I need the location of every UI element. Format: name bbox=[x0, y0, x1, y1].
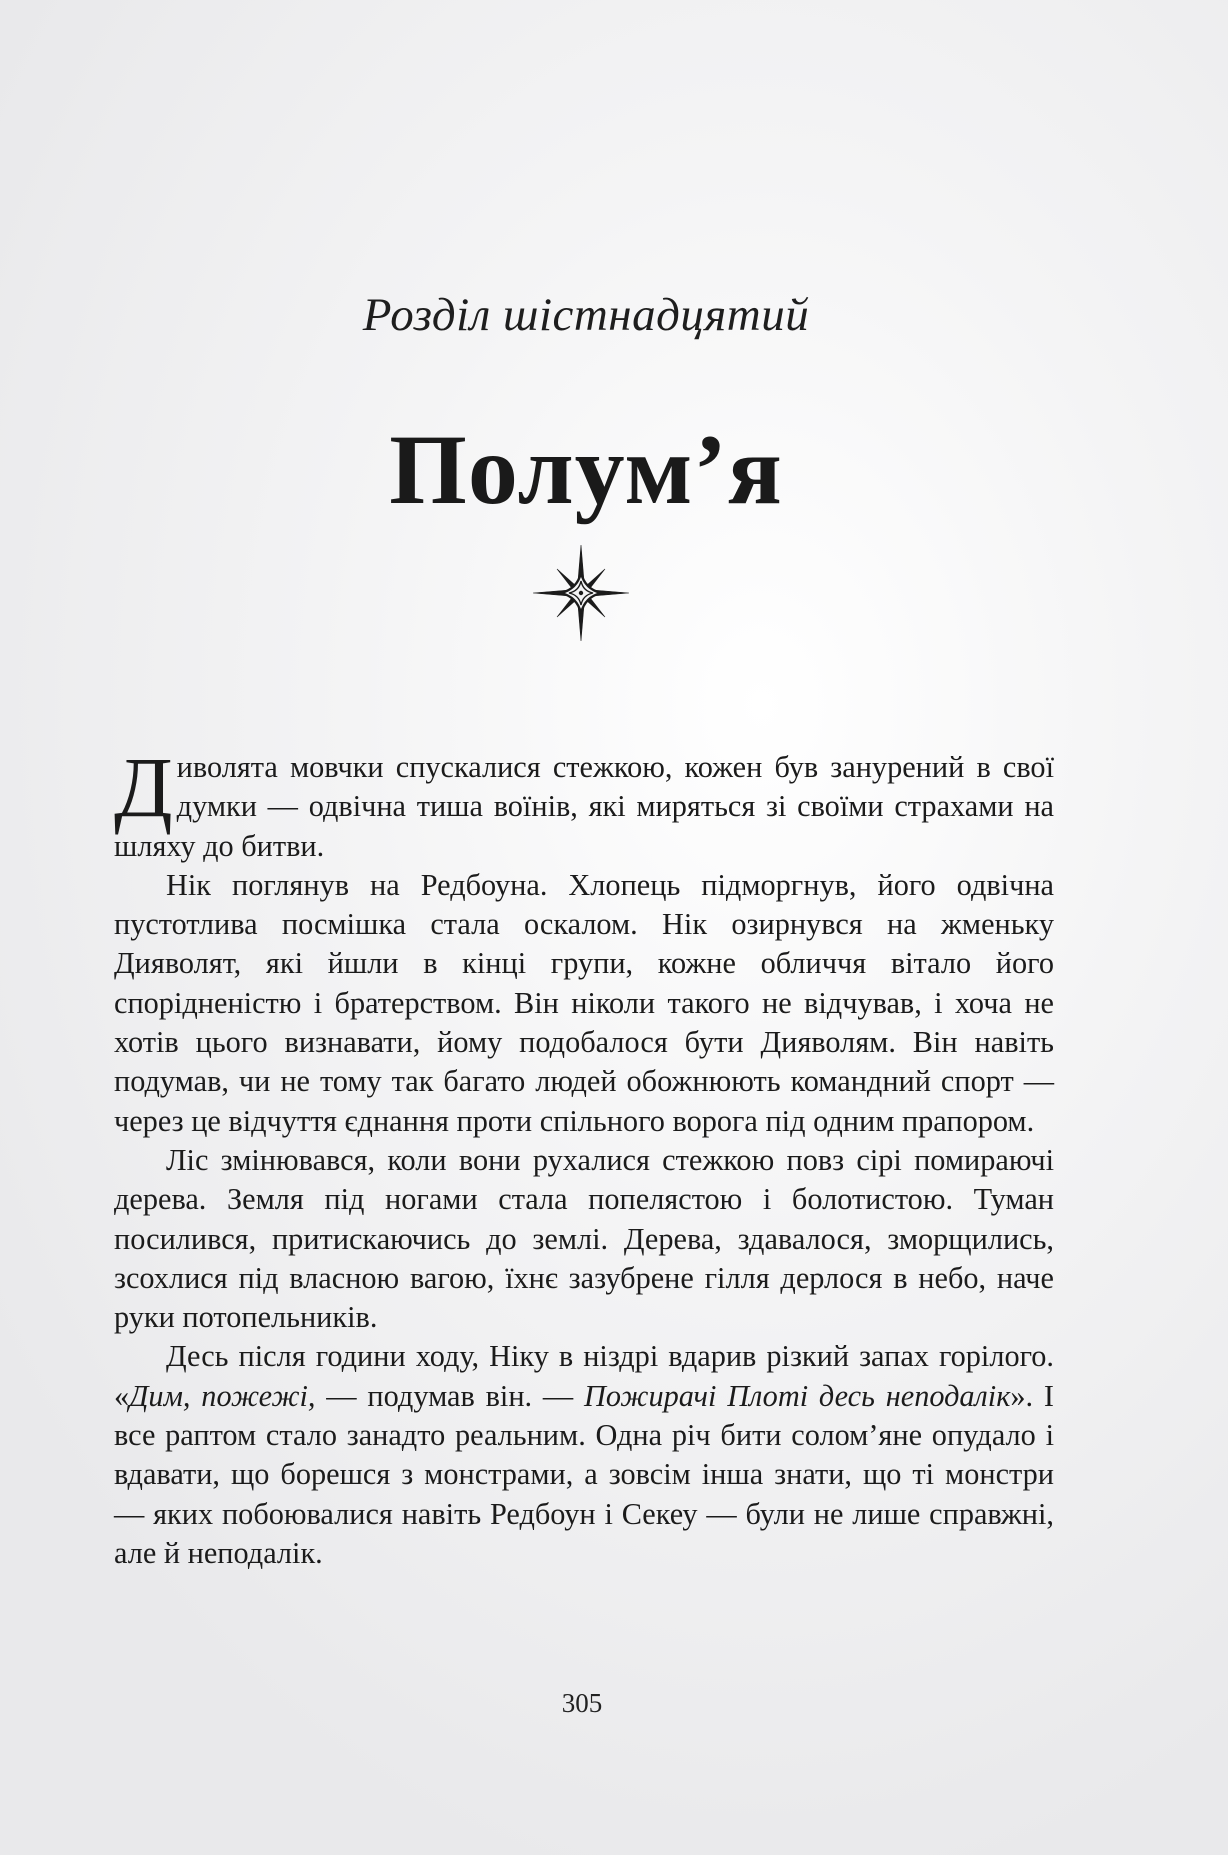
paragraph-4 bbox=[114, 1337, 1054, 1573]
paragraph-4-italic-2: Пожирачі Плоті десь неподалік bbox=[584, 1378, 1011, 1413]
page-number: 305 bbox=[561, 1688, 603, 1718]
paragraph-3: Ліс змінювався, коли вони рухалися стежкою повз сірі помираючі дерева. Земля під ногами стала попелястою і болотистою. Туман посилився, притискаючись до землі. Дерева, здавалося, зморщились, зсохлися під власною вагою, їхнє зазубрене гілля дерлося в небо, наче руки потопельників. bbox=[114, 1142, 1054, 1335]
compass-star-icon bbox=[531, 543, 631, 643]
chapter-title: Полум’я bbox=[389, 414, 783, 525]
chapter-label: Розділ шістнадцятий bbox=[362, 289, 810, 341]
paragraph-4-part-1: Десь після години ходу, Ніку в ніздрі вдарив різкий запах горілого. « bbox=[114, 1339, 1054, 1413]
paragraph-4-part-2: — подумав він. — bbox=[315, 1378, 585, 1413]
chapter-body bbox=[114, 739, 1054, 1573]
drop-cap: Д bbox=[114, 739, 173, 835]
paragraph-1 bbox=[114, 739, 1054, 866]
paragraph-2: Нік поглянув на Редбоуна. Хлопець підморгнув, його одвічна пустотлива посмішка стала оскалом. Нік озирнувся на жменьку Дияволят, які йшли в кінці групи, кожне обличчя вітало його спорідненістю і братерством. Він ніколи такого не відчував, і хоча не хотів цього визнавати, йому подобалося бути Дияволям. Він навіть подумав, чи не тому так багато людей обожнюють командний спорт — через це відчуття єднання проти спільного ворога під одним прапором. bbox=[114, 867, 1054, 1138]
paragraph-1-text: иволята мовчки спускалися стежкою, кожен був занурений в свої думки — одвічна тиша воїнів, які миряться зі своїми страхами на шляху до битви. bbox=[114, 750, 1054, 863]
paragraph-4-part-3: ». І все раптом стало занадто реальним. Одна річ бити солом’яне опудало і вдавати, що борешся з монстрами, а зовсім інша знати, що ті монстри — яких побоювалися навіть Редбоун і Секеу — були не лише справжні, але й неподалік. bbox=[114, 1378, 1054, 1570]
paragraph-4-italic-1: Дим, пожежі, bbox=[129, 1378, 316, 1413]
